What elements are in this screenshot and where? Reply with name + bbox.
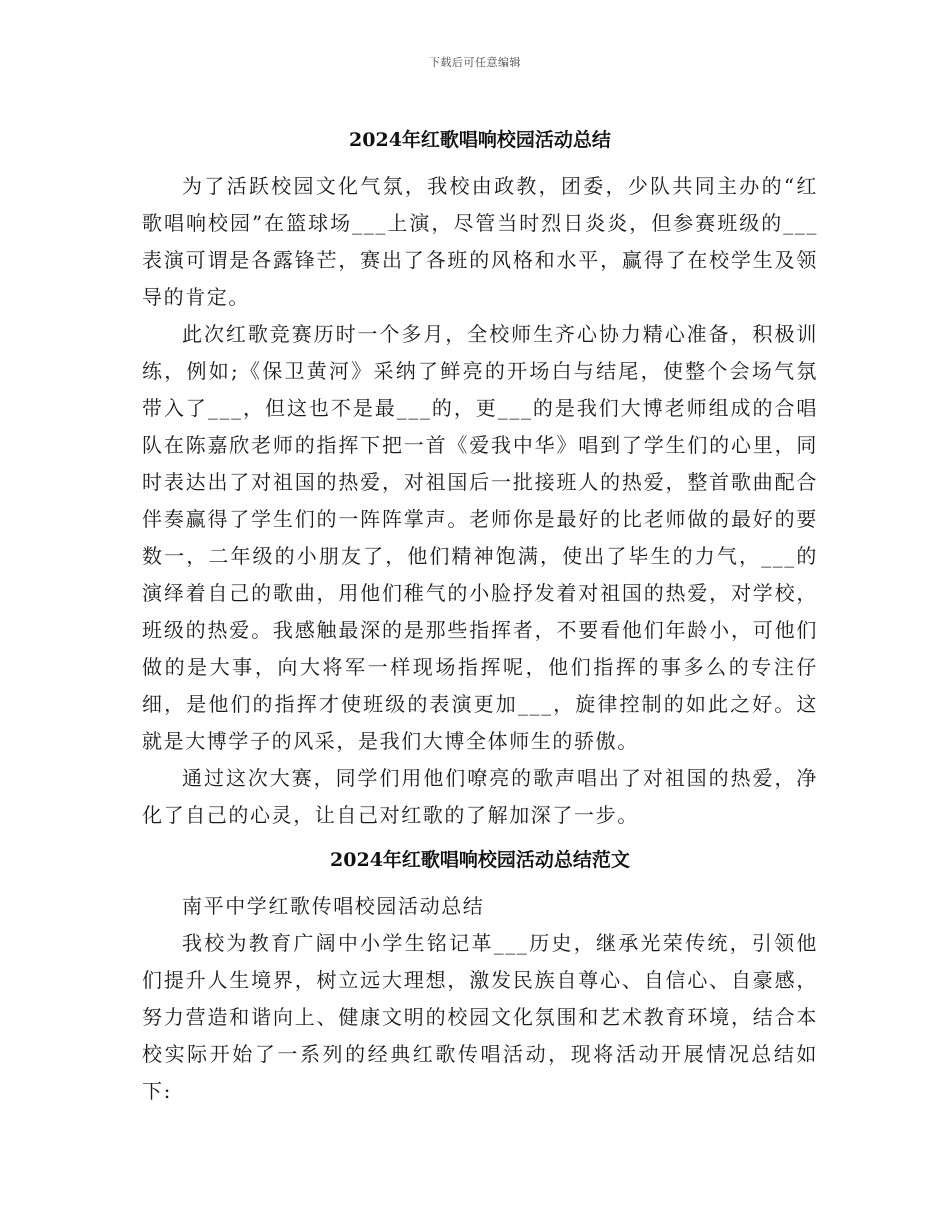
section-2-paragraph-1: 我校为教育广阔中小学生铭记革___历史，继承光荣传统，引领他们提升人生境界，树立远大理想，激发民族自尊心、自信心、自豪感，努力营造和谐向上、健康文明的校园文化氛围和艺术教育环境，结合本校实际开始了一系列的经典红歌传唱活动，现将活动开展情况总结如下: xyxy=(142,931,818,1103)
section-1-paragraph-1: 为了活跃校园文化气氛，我校由政教，团委，少队共同主办的“红歌唱响校园”在篮球场___上演，尽管当时烈日炎炎，但参赛班级的___表演可谓是各露锋芒，赛出了各班的风格和水平，赢得了在校学生及领导的肯定。 xyxy=(142,174,818,309)
document-body xyxy=(142,122,818,1110)
section-1-paragraph-2: 此次红歌竞赛历时一个多月，全校师生齐心协力精心准备，积极训练，例如;《保卫黄河》采纳了鲜亮的开场白与结尾，使整个会场气氛带入了___，但这也不是最___的，更___的是我们大博老师组成的合唱队在陈嘉欣老师的指挥下把一首《爱我中华》唱到了学生们的心里，同时表达出了对祖国的热爱，对祖国后一批接班人的热爱，整首歌曲配合伴奏赢得了学生们的一阵阵掌声。老师你是最好的比老师做的最好的要数一，二年级的小朋友了，他们精神饱满，使出了毕生的力气，___的演绎着自己的歌曲，用他们稚气的小脸抒发着对祖国的热爱，对学校，班级的热爱。我感触最深的是那些指挥者，不要看他们年龄小，可他们做的是大事，向大将军一样现场指挥呢，他们指挥的事多么的专注仔细，是他们的指挥才使班级的表演更加___，旋律控制的如此之好。这就是大博学子的风采，是我们大博全体师生的骄傲。 xyxy=(142,322,818,753)
header-note: 下载后可任意编辑 xyxy=(429,56,521,69)
section-2-subtitle: 南平中学红歌传唱校园活动总结 xyxy=(182,894,485,918)
section-1-title: 2024年红歌唱响校园活动总结 xyxy=(349,129,611,151)
section-2-title: 2024年红歌唱响校园活动总结范文 xyxy=(330,849,630,871)
section-1-paragraph-3: 通过这次大赛，同学们用他们嘹亮的歌声唱出了对祖国的热爱，净化了自己的心灵，让自己对红歌的了解加深了一步。 xyxy=(142,766,818,827)
